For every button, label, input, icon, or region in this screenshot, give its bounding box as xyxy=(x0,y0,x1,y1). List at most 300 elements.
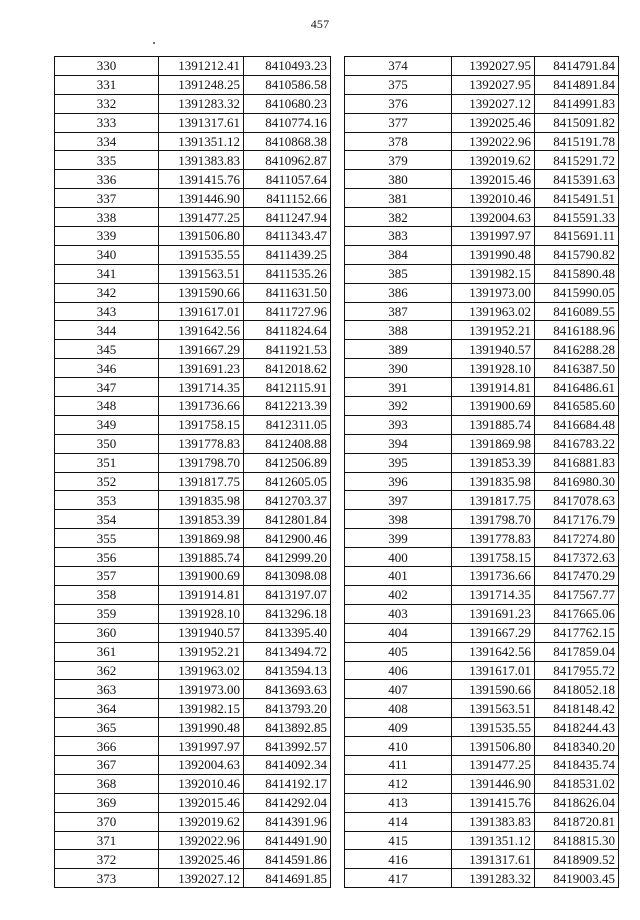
point-number-cell: 369 xyxy=(55,793,159,812)
y-coordinate-cell: 8410586.58 xyxy=(244,75,331,94)
point-number-cell: 371 xyxy=(55,831,159,850)
table-row xyxy=(55,623,331,642)
point-number-cell: 413 xyxy=(345,793,452,812)
point-number-cell: 335 xyxy=(55,151,159,170)
table-row xyxy=(55,227,331,246)
x-coordinate-cell: 1391835.98 xyxy=(452,472,535,491)
y-coordinate-cell: 8411439.25 xyxy=(244,245,331,264)
y-coordinate-cell: 8418909.52 xyxy=(535,850,619,869)
y-coordinate-cell: 8414591.86 xyxy=(244,850,331,869)
point-number-cell: 395 xyxy=(345,453,452,472)
x-coordinate-cell: 1391248.25 xyxy=(159,75,244,94)
y-coordinate-cell: 8418720.81 xyxy=(535,812,619,831)
y-coordinate-cell: 8415990.05 xyxy=(535,283,619,302)
x-coordinate-cell: 1391940.57 xyxy=(159,623,244,642)
x-coordinate-cell: 1391963.02 xyxy=(159,661,244,680)
x-coordinate-cell: 1391885.74 xyxy=(452,415,535,434)
point-number-cell: 401 xyxy=(345,567,452,586)
point-number-cell: 363 xyxy=(55,680,159,699)
y-coordinate-cell: 8414192.17 xyxy=(244,774,331,793)
point-number-cell: 404 xyxy=(345,623,452,642)
table-row xyxy=(55,472,331,491)
y-coordinate-cell: 8412605.05 xyxy=(244,472,331,491)
y-coordinate-cell: 8417078.63 xyxy=(535,491,619,510)
x-coordinate-cell: 1391885.74 xyxy=(159,548,244,567)
x-coordinate-cell: 1391351.12 xyxy=(452,831,535,850)
x-coordinate-cell: 1392004.63 xyxy=(452,208,535,227)
table-row xyxy=(55,75,331,94)
table-row xyxy=(55,699,331,718)
point-number-cell: 346 xyxy=(55,359,159,378)
table-row xyxy=(55,604,331,623)
table-row xyxy=(345,491,619,510)
table-row xyxy=(345,397,619,416)
x-coordinate-cell: 1391798.70 xyxy=(452,510,535,529)
table-row xyxy=(55,567,331,586)
table-row xyxy=(345,472,619,491)
x-coordinate-cell: 1392010.46 xyxy=(452,189,535,208)
y-coordinate-cell: 8411727.96 xyxy=(244,302,331,321)
x-coordinate-cell: 1391928.10 xyxy=(159,604,244,623)
table-row xyxy=(55,151,331,170)
x-coordinate-cell: 1391982.15 xyxy=(159,699,244,718)
table-row xyxy=(55,170,331,189)
point-number-cell: 403 xyxy=(345,604,452,623)
x-coordinate-cell: 1391691.23 xyxy=(159,359,244,378)
x-coordinate-cell: 1391900.69 xyxy=(452,397,535,416)
y-coordinate-cell: 8418531.02 xyxy=(535,774,619,793)
y-coordinate-cell: 8416486.61 xyxy=(535,378,619,397)
y-coordinate-cell: 8414092.34 xyxy=(244,755,331,774)
point-number-cell: 366 xyxy=(55,737,159,756)
point-number-cell: 378 xyxy=(345,132,452,151)
table-row xyxy=(345,57,619,76)
point-number-cell: 354 xyxy=(55,510,159,529)
coordinate-table-right xyxy=(344,56,619,888)
y-coordinate-cell: 8412213.39 xyxy=(244,397,331,416)
point-number-cell: 393 xyxy=(345,415,452,434)
y-coordinate-cell: 8417274.80 xyxy=(535,529,619,548)
table-row xyxy=(345,529,619,548)
y-coordinate-cell: 8410774.16 xyxy=(244,113,331,132)
y-coordinate-cell: 8418052.18 xyxy=(535,680,619,699)
x-coordinate-cell: 1391914.81 xyxy=(452,378,535,397)
y-coordinate-cell: 8413296.18 xyxy=(244,604,331,623)
point-number-cell: 338 xyxy=(55,208,159,227)
point-number-cell: 331 xyxy=(55,75,159,94)
x-coordinate-cell: 1391563.51 xyxy=(452,699,535,718)
table-row xyxy=(345,151,619,170)
point-number-cell: 355 xyxy=(55,529,159,548)
page-number: 457 xyxy=(310,17,330,31)
point-number-cell: 337 xyxy=(55,189,159,208)
x-coordinate-cell: 1391642.56 xyxy=(452,642,535,661)
x-coordinate-cell: 1391590.66 xyxy=(159,283,244,302)
x-coordinate-cell: 1391758.15 xyxy=(452,548,535,567)
x-coordinate-cell: 1391914.81 xyxy=(159,585,244,604)
point-number-cell: 350 xyxy=(55,434,159,453)
y-coordinate-cell: 8413594.13 xyxy=(244,661,331,680)
point-number-cell: 412 xyxy=(345,774,452,793)
table-row xyxy=(345,415,619,434)
point-number-cell: 415 xyxy=(345,831,452,850)
y-coordinate-cell: 8416288.28 xyxy=(535,340,619,359)
y-coordinate-cell: 8413197.07 xyxy=(244,585,331,604)
x-coordinate-cell: 1391973.00 xyxy=(452,283,535,302)
table-row xyxy=(345,321,619,340)
y-coordinate-cell: 8416188.96 xyxy=(535,321,619,340)
point-number-cell: 349 xyxy=(55,415,159,434)
point-number-cell: 399 xyxy=(345,529,452,548)
table-row xyxy=(55,755,331,774)
table-row xyxy=(55,812,331,831)
y-coordinate-cell: 8418244.43 xyxy=(535,718,619,737)
x-coordinate-cell: 1392019.62 xyxy=(159,812,244,831)
point-number-cell: 387 xyxy=(345,302,452,321)
x-coordinate-cell: 1391952.21 xyxy=(452,321,535,340)
x-coordinate-cell: 1391667.29 xyxy=(452,623,535,642)
y-coordinate-cell: 8412311.05 xyxy=(244,415,331,434)
y-coordinate-cell: 8417955.72 xyxy=(535,661,619,680)
y-coordinate-cell: 8417470.29 xyxy=(535,567,619,586)
table-row xyxy=(55,661,331,680)
point-number-cell: 370 xyxy=(55,812,159,831)
scan-speck xyxy=(153,42,155,44)
y-coordinate-cell: 8414292.04 xyxy=(244,793,331,812)
coordinate-table-left xyxy=(54,56,331,888)
table-row xyxy=(55,548,331,567)
y-coordinate-cell: 8413793.20 xyxy=(244,699,331,718)
y-coordinate-cell: 8415391.63 xyxy=(535,170,619,189)
point-number-cell: 414 xyxy=(345,812,452,831)
table-row xyxy=(345,793,619,812)
point-number-cell: 392 xyxy=(345,397,452,416)
x-coordinate-cell: 1392025.46 xyxy=(452,113,535,132)
y-coordinate-cell: 8411343.47 xyxy=(244,227,331,246)
x-coordinate-cell: 1392027.95 xyxy=(452,75,535,94)
x-coordinate-cell: 1391736.66 xyxy=(159,397,244,416)
table-row xyxy=(345,359,619,378)
y-coordinate-cell: 8412703.37 xyxy=(244,491,331,510)
x-coordinate-cell: 1391317.61 xyxy=(452,850,535,869)
y-coordinate-cell: 8415291.72 xyxy=(535,151,619,170)
table-row xyxy=(345,585,619,604)
table-row xyxy=(55,208,331,227)
x-coordinate-cell: 1392027.95 xyxy=(452,57,535,76)
table-row xyxy=(55,359,331,378)
point-number-cell: 332 xyxy=(55,94,159,113)
point-number-cell: 347 xyxy=(55,378,159,397)
x-coordinate-cell: 1391982.15 xyxy=(452,264,535,283)
x-coordinate-cell: 1391900.69 xyxy=(159,567,244,586)
table-row xyxy=(55,453,331,472)
point-number-cell: 405 xyxy=(345,642,452,661)
point-number-cell: 410 xyxy=(345,737,452,756)
x-coordinate-cell: 1391758.15 xyxy=(159,415,244,434)
point-number-cell: 379 xyxy=(345,151,452,170)
y-coordinate-cell: 8418435.74 xyxy=(535,755,619,774)
table-row xyxy=(55,189,331,208)
table-row xyxy=(55,264,331,283)
x-coordinate-cell: 1391817.75 xyxy=(159,472,244,491)
table-row xyxy=(345,699,619,718)
table-row xyxy=(345,75,619,94)
table-row xyxy=(55,397,331,416)
y-coordinate-cell: 8411535.26 xyxy=(244,264,331,283)
table-row xyxy=(55,491,331,510)
table-row xyxy=(55,434,331,453)
point-number-cell: 388 xyxy=(345,321,452,340)
x-coordinate-cell: 1391317.61 xyxy=(159,113,244,132)
point-number-cell: 389 xyxy=(345,340,452,359)
x-coordinate-cell: 1391415.76 xyxy=(452,793,535,812)
table-row xyxy=(345,189,619,208)
point-number-cell: 345 xyxy=(55,340,159,359)
table-row xyxy=(345,94,619,113)
x-coordinate-cell: 1392010.46 xyxy=(159,774,244,793)
y-coordinate-cell: 8411152.66 xyxy=(244,189,331,208)
point-number-cell: 339 xyxy=(55,227,159,246)
table-row xyxy=(55,869,331,888)
y-coordinate-cell: 8413494.72 xyxy=(244,642,331,661)
point-number-cell: 375 xyxy=(345,75,452,94)
point-number-cell: 351 xyxy=(55,453,159,472)
point-number-cell: 374 xyxy=(345,57,452,76)
y-coordinate-cell: 8412115.91 xyxy=(244,378,331,397)
table-row xyxy=(345,812,619,831)
y-coordinate-cell: 8412018.62 xyxy=(244,359,331,378)
point-number-cell: 357 xyxy=(55,567,159,586)
x-coordinate-cell: 1391383.83 xyxy=(452,812,535,831)
table-row xyxy=(345,264,619,283)
y-coordinate-cell: 8418148.42 xyxy=(535,699,619,718)
table-row xyxy=(345,567,619,586)
table-row xyxy=(345,340,619,359)
y-coordinate-cell: 8416089.55 xyxy=(535,302,619,321)
x-coordinate-cell: 1391617.01 xyxy=(159,302,244,321)
table-row xyxy=(55,831,331,850)
point-number-cell: 406 xyxy=(345,661,452,680)
y-coordinate-cell: 8410680.23 xyxy=(244,94,331,113)
x-coordinate-cell: 1391446.90 xyxy=(452,774,535,793)
x-coordinate-cell: 1391563.51 xyxy=(159,264,244,283)
table-row xyxy=(345,642,619,661)
y-coordinate-cell: 8413992.57 xyxy=(244,737,331,756)
y-coordinate-cell: 8415091.82 xyxy=(535,113,619,132)
table-row xyxy=(345,623,619,642)
table-row xyxy=(55,585,331,604)
table-row xyxy=(55,510,331,529)
y-coordinate-cell: 8412999.20 xyxy=(244,548,331,567)
y-coordinate-cell: 8411921.53 xyxy=(244,340,331,359)
x-coordinate-cell: 1391778.83 xyxy=(452,529,535,548)
table-row xyxy=(345,302,619,321)
point-number-cell: 381 xyxy=(345,189,452,208)
y-coordinate-cell: 8418340.20 xyxy=(535,737,619,756)
table-row xyxy=(345,680,619,699)
y-coordinate-cell: 8416980.30 xyxy=(535,472,619,491)
table-row xyxy=(55,94,331,113)
table-row xyxy=(345,283,619,302)
y-coordinate-cell: 8415790.82 xyxy=(535,245,619,264)
y-coordinate-cell: 8417567.77 xyxy=(535,585,619,604)
point-number-cell: 411 xyxy=(345,755,452,774)
point-number-cell: 373 xyxy=(55,869,159,888)
point-number-cell: 409 xyxy=(345,718,452,737)
y-coordinate-cell: 8412506.89 xyxy=(244,453,331,472)
x-coordinate-cell: 1392019.62 xyxy=(452,151,535,170)
point-number-cell: 383 xyxy=(345,227,452,246)
x-coordinate-cell: 1391963.02 xyxy=(452,302,535,321)
table-row xyxy=(55,680,331,699)
y-coordinate-cell: 8414491.90 xyxy=(244,831,331,850)
point-number-cell: 343 xyxy=(55,302,159,321)
x-coordinate-cell: 1391736.66 xyxy=(452,567,535,586)
table-row xyxy=(345,718,619,737)
y-coordinate-cell: 8413098.08 xyxy=(244,567,331,586)
point-number-cell: 417 xyxy=(345,869,452,888)
point-number-cell: 416 xyxy=(345,850,452,869)
x-coordinate-cell: 1391869.98 xyxy=(159,529,244,548)
point-number-cell: 384 xyxy=(345,245,452,264)
y-coordinate-cell: 8411631.50 xyxy=(244,283,331,302)
x-coordinate-cell: 1391990.48 xyxy=(452,245,535,264)
table-row xyxy=(345,227,619,246)
x-coordinate-cell: 1391383.83 xyxy=(159,151,244,170)
y-coordinate-cell: 8412900.46 xyxy=(244,529,331,548)
point-number-cell: 408 xyxy=(345,699,452,718)
y-coordinate-cell: 8413892.85 xyxy=(244,718,331,737)
x-coordinate-cell: 1391997.97 xyxy=(159,737,244,756)
y-coordinate-cell: 8415591.33 xyxy=(535,208,619,227)
table-row xyxy=(345,604,619,623)
x-coordinate-cell: 1391940.57 xyxy=(452,340,535,359)
point-number-cell: 407 xyxy=(345,680,452,699)
x-coordinate-cell: 1392025.46 xyxy=(159,850,244,869)
point-number-cell: 377 xyxy=(345,113,452,132)
table-row xyxy=(345,737,619,756)
table-row xyxy=(345,755,619,774)
table-row xyxy=(345,208,619,227)
table-row xyxy=(55,302,331,321)
table-row xyxy=(55,378,331,397)
point-number-cell: 348 xyxy=(55,397,159,416)
table-row xyxy=(55,113,331,132)
point-number-cell: 397 xyxy=(345,491,452,510)
y-coordinate-cell: 8415491.51 xyxy=(535,189,619,208)
y-coordinate-cell: 8411824.64 xyxy=(244,321,331,340)
x-coordinate-cell: 1392027.12 xyxy=(159,869,244,888)
point-number-cell: 394 xyxy=(345,434,452,453)
point-number-cell: 342 xyxy=(55,283,159,302)
x-coordinate-cell: 1391869.98 xyxy=(452,434,535,453)
point-number-cell: 330 xyxy=(55,57,159,76)
point-number-cell: 336 xyxy=(55,170,159,189)
point-number-cell: 402 xyxy=(345,585,452,604)
table-row xyxy=(55,718,331,737)
point-number-cell: 386 xyxy=(345,283,452,302)
table-row xyxy=(345,170,619,189)
y-coordinate-cell: 8417372.63 xyxy=(535,548,619,567)
x-coordinate-cell: 1391477.25 xyxy=(452,755,535,774)
y-coordinate-cell: 8413395.40 xyxy=(244,623,331,642)
table-row xyxy=(55,245,331,264)
point-number-cell: 396 xyxy=(345,472,452,491)
table-row xyxy=(345,831,619,850)
x-coordinate-cell: 1391778.83 xyxy=(159,434,244,453)
x-coordinate-cell: 1392027.12 xyxy=(452,94,535,113)
x-coordinate-cell: 1391691.23 xyxy=(452,604,535,623)
y-coordinate-cell: 8416881.83 xyxy=(535,453,619,472)
x-coordinate-cell: 1391853.39 xyxy=(452,453,535,472)
x-coordinate-cell: 1391714.35 xyxy=(452,585,535,604)
y-coordinate-cell: 8415191.78 xyxy=(535,132,619,151)
table-row xyxy=(345,453,619,472)
x-coordinate-cell: 1391506.80 xyxy=(452,737,535,756)
y-coordinate-cell: 8416783.22 xyxy=(535,434,619,453)
table-row xyxy=(55,642,331,661)
table-row xyxy=(345,661,619,680)
x-coordinate-cell: 1392022.96 xyxy=(452,132,535,151)
table-row xyxy=(345,510,619,529)
y-coordinate-cell: 8412801.84 xyxy=(244,510,331,529)
point-number-cell: 340 xyxy=(55,245,159,264)
x-coordinate-cell: 1392022.96 xyxy=(159,831,244,850)
point-number-cell: 361 xyxy=(55,642,159,661)
y-coordinate-cell: 8417665.06 xyxy=(535,604,619,623)
table-row xyxy=(55,850,331,869)
y-coordinate-cell: 8410962.87 xyxy=(244,151,331,170)
table-row xyxy=(55,529,331,548)
table-row xyxy=(345,113,619,132)
y-coordinate-cell: 8413693.63 xyxy=(244,680,331,699)
point-number-cell: 344 xyxy=(55,321,159,340)
y-coordinate-cell: 8416684.48 xyxy=(535,415,619,434)
x-coordinate-cell: 1391835.98 xyxy=(159,491,244,510)
table-row xyxy=(55,132,331,151)
x-coordinate-cell: 1391642.56 xyxy=(159,321,244,340)
point-number-cell: 353 xyxy=(55,491,159,510)
x-coordinate-cell: 1392015.46 xyxy=(159,793,244,812)
point-number-cell: 390 xyxy=(345,359,452,378)
point-number-cell: 362 xyxy=(55,661,159,680)
y-coordinate-cell: 8417176.79 xyxy=(535,510,619,529)
point-number-cell: 398 xyxy=(345,510,452,529)
point-number-cell: 334 xyxy=(55,132,159,151)
table-row xyxy=(345,869,619,888)
y-coordinate-cell: 8417762.15 xyxy=(535,623,619,642)
y-coordinate-cell: 8410493.23 xyxy=(244,57,331,76)
point-number-cell: 333 xyxy=(55,113,159,132)
x-coordinate-cell: 1391973.00 xyxy=(159,680,244,699)
point-number-cell: 352 xyxy=(55,472,159,491)
x-coordinate-cell: 1391997.97 xyxy=(452,227,535,246)
point-number-cell: 380 xyxy=(345,170,452,189)
x-coordinate-cell: 1391506.80 xyxy=(159,227,244,246)
table-row xyxy=(55,57,331,76)
table-row xyxy=(55,774,331,793)
point-number-cell: 376 xyxy=(345,94,452,113)
y-coordinate-cell: 8417859.04 xyxy=(535,642,619,661)
y-coordinate-cell: 8414691.85 xyxy=(244,869,331,888)
y-coordinate-cell: 8415691.11 xyxy=(535,227,619,246)
x-coordinate-cell: 1392015.46 xyxy=(452,170,535,189)
point-number-cell: 360 xyxy=(55,623,159,642)
x-coordinate-cell: 1391477.25 xyxy=(159,208,244,227)
point-number-cell: 358 xyxy=(55,585,159,604)
table-row xyxy=(345,132,619,151)
y-coordinate-cell: 8416387.50 xyxy=(535,359,619,378)
